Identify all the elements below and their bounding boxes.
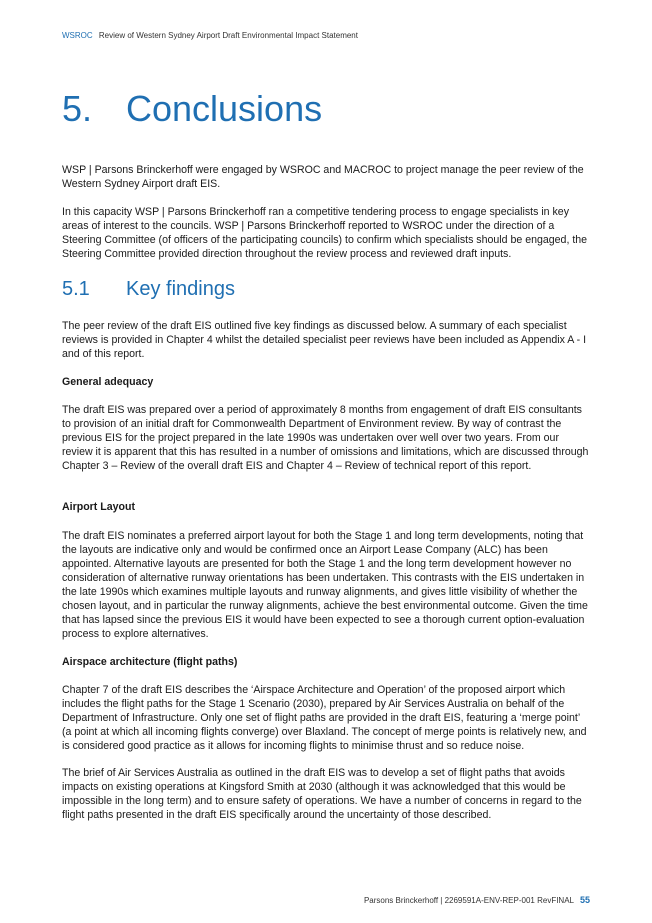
section-heading: [62, 278, 235, 301]
page-number: 55: [579, 895, 590, 905]
subheading-airport-layout: Airport Layout: [62, 501, 135, 513]
section-number: 5.1: [62, 278, 90, 300]
general-text-block: [62, 403, 592, 473]
footer-text: Parsons Brinckerhoff | 2269591A-ENV-REP-001 RevFINAL: [363, 896, 574, 905]
subheading-general-adequacy: General adequacy: [62, 376, 154, 388]
intro-paragraph-1-block: [62, 163, 592, 191]
running-header: [62, 31, 358, 40]
airport-layout-paragraph: The draft EIS nominates a preferred airport layout for both the Stage 1 and long term developments, noting that the layouts are indicative only and would be confirmed once an Airport Lease Company (ALC) has been appointed. Alternative layouts are presented for both the Stage 1 and the long term development however no consideration of alternative runway orientations has been undertaken. This contrasts with the EIS undertaken in the late 1990s which examines multiple layouts and runway alignments, and gives little visibility of whether the chosen layout, and in particular the runway alignments, achieve the best environmental outcome. Given the time that has lapsed since the previous EIS it would have been expected to see a thorough current option-evaluation process to explore alternatives.: [62, 530, 588, 640]
layout-heading-block: [62, 500, 592, 514]
general-adequacy-paragraph: The draft EIS was prepared over a period of approximately 8 months from engagement of draft EIS consultants to provision of an initial draft for Commonwealth Department of Environment review. By way of contrast the previous EIS for the project prepared in the late 1990s was undertaken over well over two years. From our review it is apparent that this has resulted in a number of omissions and limitations, which are discussed through Chapter 3 – Review of the overall draft EIS and Chapter 4 – Review of technical report of this report.: [62, 404, 589, 472]
airspace-text-2-block: [62, 766, 592, 822]
section-intro-paragraph: The peer review of the draft EIS outlined five key findings as discussed below. A summary of each specialist reviews is provided in Chapter 4 whilst the detailed specialist peer reviews have been included as Appendix A - I and of this report.: [62, 320, 587, 360]
airspace-heading-block: [62, 655, 592, 669]
chapter-heading: [62, 88, 322, 130]
intro-paragraph: In this capacity WSP | Parsons Brinckerhoff ran a competitive tendering process to engage specialists in key areas of interest to the councils. WSP | Parsons Brinckerhoff reported to WSROC under the direction of a Steering Committee (of officers of the participating councils) to confirm which specialists should be engaged, the Steering Committee provided direction throughout the review process and reviewed draft inputs.: [62, 206, 588, 260]
chapter-number: 5.: [62, 88, 93, 129]
chapter-title: Conclusions: [126, 88, 323, 129]
intro-paragraph: WSP | Parsons Brinckerhoff were engaged by WSROC and MACROC to project manage the peer review of the Western Sydney Airport draft EIS.: [62, 164, 584, 190]
airspace-paragraph-2: The brief of Air Services Australia as outlined in the draft EIS was to develop a set of flight paths that avoids impacts on existing operations at Kingsford Smith at 2030 (although it was acknowledged that this would be impossible in the long term) and to ensure safety of operations. We have a number of concerns in regard to the flight paths presented in the draft EIS specifically around the uncertainty of those described.: [62, 767, 582, 821]
subheading-airspace-architecture: Airspace architecture (flight paths): [62, 656, 238, 668]
running-footer: [364, 895, 590, 905]
airspace-paragraph-1: Chapter 7 of the draft EIS describes the ‘Airspace Architecture and Operation’ of the proposed airport which includes the flight paths for the Stage 1 Scenario (2030), prepared by Air Services Australia on behalf of the Department of Infrastructure. Only one set of flight paths are provided in the draft EIS, featuring a ‘merge point’ (a point at which all incoming flights converge) over Blaxland. The concept of merge points is relatively new, and is considered good practice as it allows for incoming flights to minimise thrust and so reduce noise.: [62, 684, 587, 752]
airspace-text-1-block: [62, 683, 592, 753]
layout-text-block: [62, 529, 592, 641]
header-org: WSROC: [62, 31, 93, 40]
header-title: Review of Western Sydney Airport Draft Environmental Impact Statement: [98, 31, 358, 40]
general-heading-block: [62, 375, 592, 389]
intro-paragraph-2-block: [62, 205, 592, 261]
section-intro-block: [62, 319, 592, 361]
section-title: Key findings: [126, 278, 235, 300]
